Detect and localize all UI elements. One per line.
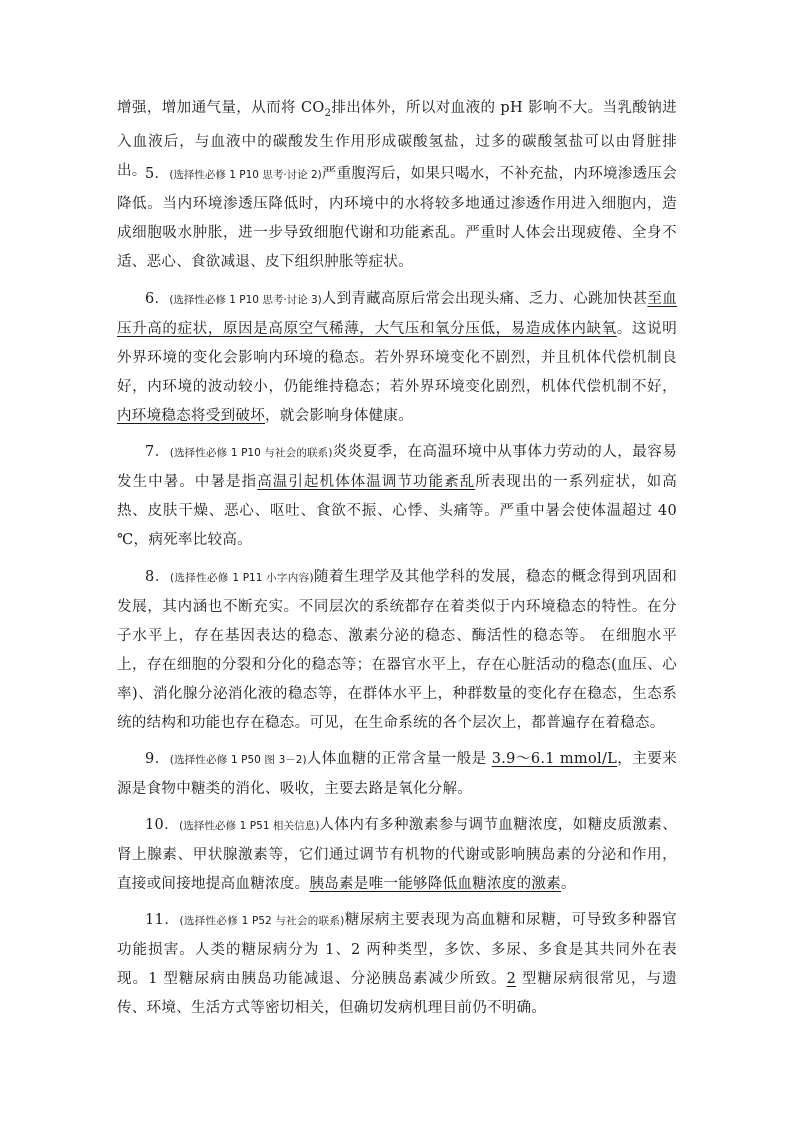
- underlined-text: 2: [506, 971, 517, 987]
- text-run: 。: [561, 876, 576, 892]
- text-run: ，就会影响身体健康。: [265, 408, 414, 424]
- text-run: 。这说明外界环境的变化会影响内环境的稳态。若外界环境变化不剧烈，并且机体代偿机制良好，内环境的波动较小，仍能维持稳态；若外界环境变化剧烈，机体代偿机制不好，: [117, 321, 677, 395]
- paragraph-6: [117, 285, 677, 431]
- item-number: 5．: [145, 166, 170, 182]
- item-number: 11．: [145, 912, 180, 928]
- text-run: 人到青藏高原后常会出现头痛、乏力、心跳加快甚: [321, 291, 648, 307]
- item-number: 6．: [145, 291, 170, 307]
- source-reference: (选择性必修 1 P50 图 3－2): [169, 754, 307, 766]
- text-run: 严重腹泻后，如果只喝水，不补充盐，内环境渗透压会降低。当内环境渗透压降低时，内环境中的水将较多地通过渗透作用进入细胞内，造成细胞吸水肿胀，进一步导致细胞代谢和功能紊乱。严重时人体会出现疲倦、全身不适、恶心、食欲减退、皮下组织肿胀等症状。: [117, 166, 677, 270]
- underlined-text: 高温引起机体体温调节功能紊乱: [257, 474, 476, 490]
- text-run: 型糖尿病很常见，与遗传、环境、生活方式等密切相关，但确切发病机理目前仍不明确。: [117, 971, 677, 1016]
- paragraph-8: [117, 563, 677, 738]
- underlined-text: 3.9～6.1 mmol/L: [491, 751, 618, 767]
- text-run: 增强，增加通气量，从而将 CO: [117, 100, 325, 116]
- source-reference: (选择性必修 1 P52 与社会的联系): [179, 915, 345, 927]
- text-run: 所表现出的一系列症状，如高热、皮肤干燥、恶心、呕吐、食欲不振、心悸、头痛等。严重中暑会使体温超过 40 ℃，病死率比较高。: [117, 474, 692, 548]
- underlined-text: 胰岛素是唯一能够降低血糖浓度的激素: [309, 876, 562, 892]
- paragraph-7: [117, 438, 692, 555]
- underlined-text: 内环境稳态将受: [117, 408, 221, 424]
- source-reference: (选择性必修 1 P11 小字内容): [170, 572, 314, 584]
- source-reference: (选择性必修 1 P10 与社会的联系): [169, 447, 333, 459]
- text-run: 随着生理学及其他学科的发展，稳态的概念得到巩固和发展，其内涵也不断充实。不同层次的系统都存在着类似于内环境稳态的特性。在分子水平上，存在基因表达的稳态、激素分泌的稳态、酶活性的稳态等。 在细胞水平上，存在细胞的分裂和分化的稳态等；在器官水平上，存在心脏活动的稳态(血压、心率)、消化腺分泌消化液的稳态等，在群体水平上，种群数量的变化存在稳态，生态系统的结构和功能也存在稳态。可见，在生命系统的各个层次上，都普遍存在着稳态。: [117, 569, 677, 731]
- underlined-text: 到破坏: [220, 408, 266, 424]
- text-run: 炎炎夏季，在高温环境中从事体力劳动的人，最容易发生中暑。中暑是指: [117, 444, 677, 490]
- paragraph-11: [117, 906, 677, 1023]
- item-number: 9．: [145, 751, 170, 767]
- paragraph-5: [117, 160, 677, 277]
- text-run: 糖尿病主要表现为高血糖和尿糖，可导致多种器官功能损害。人类的糖尿病分为 1、2 两种类型，多饮、多尿、多食是其共同外在表现。1 型糖尿病由胰岛功能减退、分泌胰岛素减少所致。: [117, 912, 677, 987]
- source-reference: (选择性必修 1 P51 相关信息): [179, 820, 320, 832]
- underlined-text: 大气压和氧分压低，易造成体内缺氧: [374, 321, 617, 337]
- text-run: 排出体外，所以对血液的 pH 影响不大。当乳酸钠进入血液后，与血液中的碳酸发生作用形成碳酸氢盐，过多的碳酸氢盐可以由肾脏排出。: [117, 100, 677, 179]
- item-number: 8．: [145, 569, 171, 585]
- item-number: 10．: [145, 817, 180, 833]
- paragraph-10: [117, 811, 677, 899]
- source-reference: (选择性必修 1 P10 思考·讨论 2): [169, 169, 322, 181]
- underlined-text: 至血压升高的症状，原因是高原空气稀薄，: [117, 291, 677, 337]
- source-reference: (选择性必修 1 P10 思考·讨论 3): [169, 294, 322, 306]
- item-number: 7．: [145, 444, 170, 460]
- subscript: 2: [324, 107, 332, 119]
- text-run: 人体内有多种激素参与调节血糖浓度，如糖皮质激素、肾上腺素、甲状腺激素等，它们通过调节有机物的代谢或影响胰岛素的分泌和作用，直接或间接地提高血糖浓度。: [117, 817, 678, 892]
- text-run: 人体血糖的正常含量一般是: [306, 751, 492, 767]
- text-run: ，主要来源是食物中糖类的消化、吸收，主要去路是氧化分解。: [117, 751, 678, 797]
- paragraph-9: [117, 745, 677, 804]
